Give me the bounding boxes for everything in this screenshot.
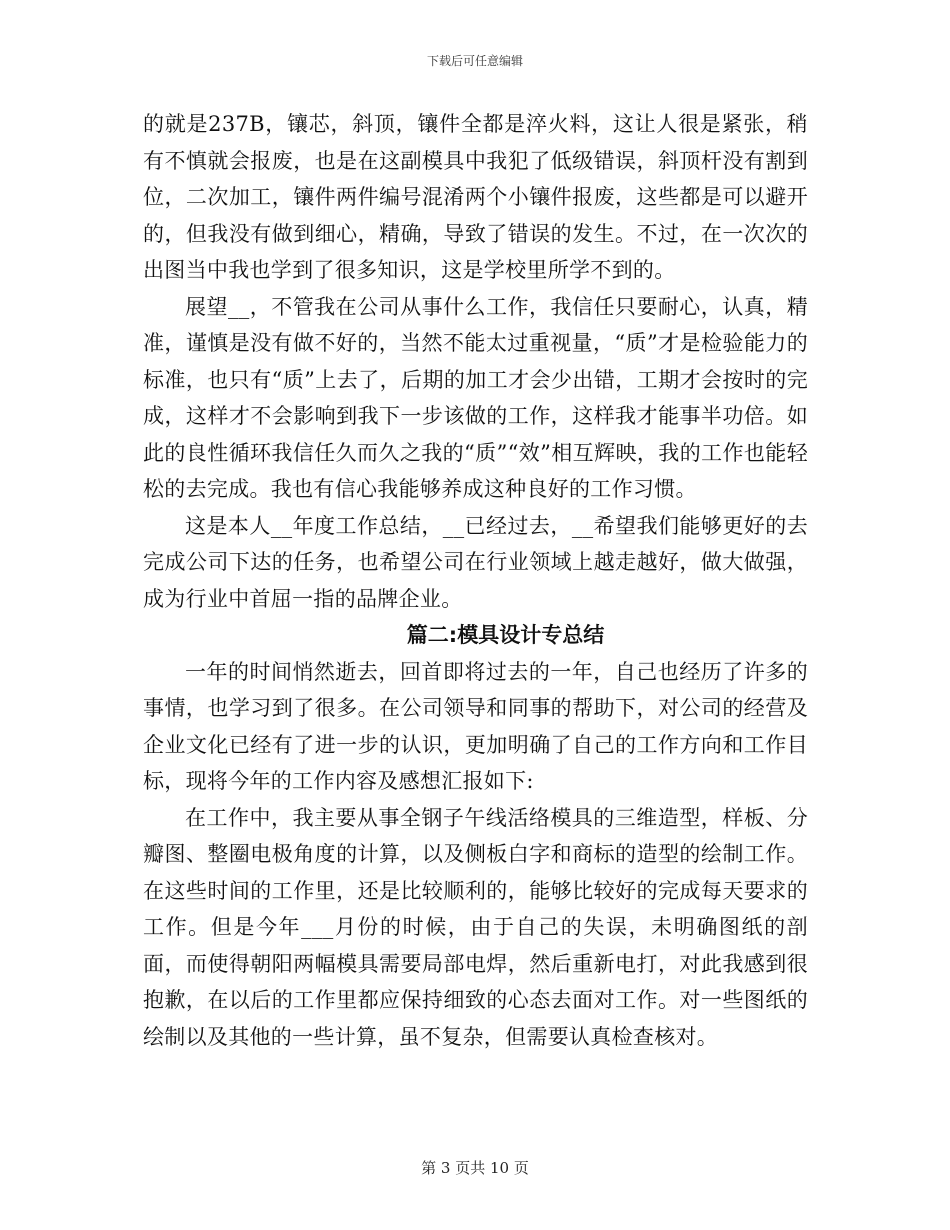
paragraph-work: 在工作中，我主要从事全钢子午线活络模具的三维造型，样板、分瓣图、整圈电极角度的计算，以及侧板白字和商标的造型的绘制工作。在这些时间的工作里，还是比较顺利的，能够比较好的完成每天要求的工作。但是今年___月份的时候，由于自己的失误，未明确图纸的剖面，而使得朝阳两幅模具需要局部电焊，然后重新电打，对此我感到很抱歉，在以后的工作里都应保持细致的心态去面对工作。对一些图纸的绘制以及其他的一些计算，虽不复杂，但需要认真检查核对。 [143,805,808,1049]
paragraph-intro: 一年的时间悄然逝去，回首即将过去的一年，自己也经历了许多的事情，也学习到了很多。在公司领导和同事的帮助下，对公司的经营及企业文化已经有了进一步的认识，更加明确了自己的工作方向和工作目标，现将今年的工作内容及感想汇报如下: [143,659,808,793]
paragraph-outlook: 展望__，不管我在公司从事什么工作，我信任只要耐心，认真，精准，谨慎是没有做不好的，当然不能太过重视量，“质”才是检验能力的标准，也只有“质”上去了，后期的加工才会少出错，工期才会按时的完成，这样才不会影响到我下一步该做的工作，这样我才能事半功倍。如此的良性循环我信任久而久之我的“质”“效”相互辉映，我的工作也能轻松的去完成。我也有信心我能够养成这种良好的工作习惯。 [143,294,808,501]
page-header: 下载后可任意编辑 [426,54,523,68]
paragraph-summary: 这是本人__年度工作总结，__已经过去，__希望我们能够更好的去完成公司下达的任务，也希望公司在行业领域上越走越好，做大做强，成为行业中首屈一指的品牌企业。 [143,513,808,611]
page-footer: 第 3 页共 10 页 [421,1159,529,1177]
paragraph-continuation: 的就是237B，镶芯，斜顶，镶件全都是淬火料，这让人很是紧张，稍有不慎就会报废，也是在这副模具中我犯了低级错误，斜顶杆没有割到位，二次加工，镶件两件编号混淆两个小镶件报废，这些都是可以避开的，但我没有做到细心，精确，导致了错误的发生。不过，在一次次的出图当中我也学到了很多知识，这是学校里所学不到的。 [143,112,808,282]
document-body [143,106,808,1055]
section-heading: 篇二:模具设计专总结 [406,623,605,647]
